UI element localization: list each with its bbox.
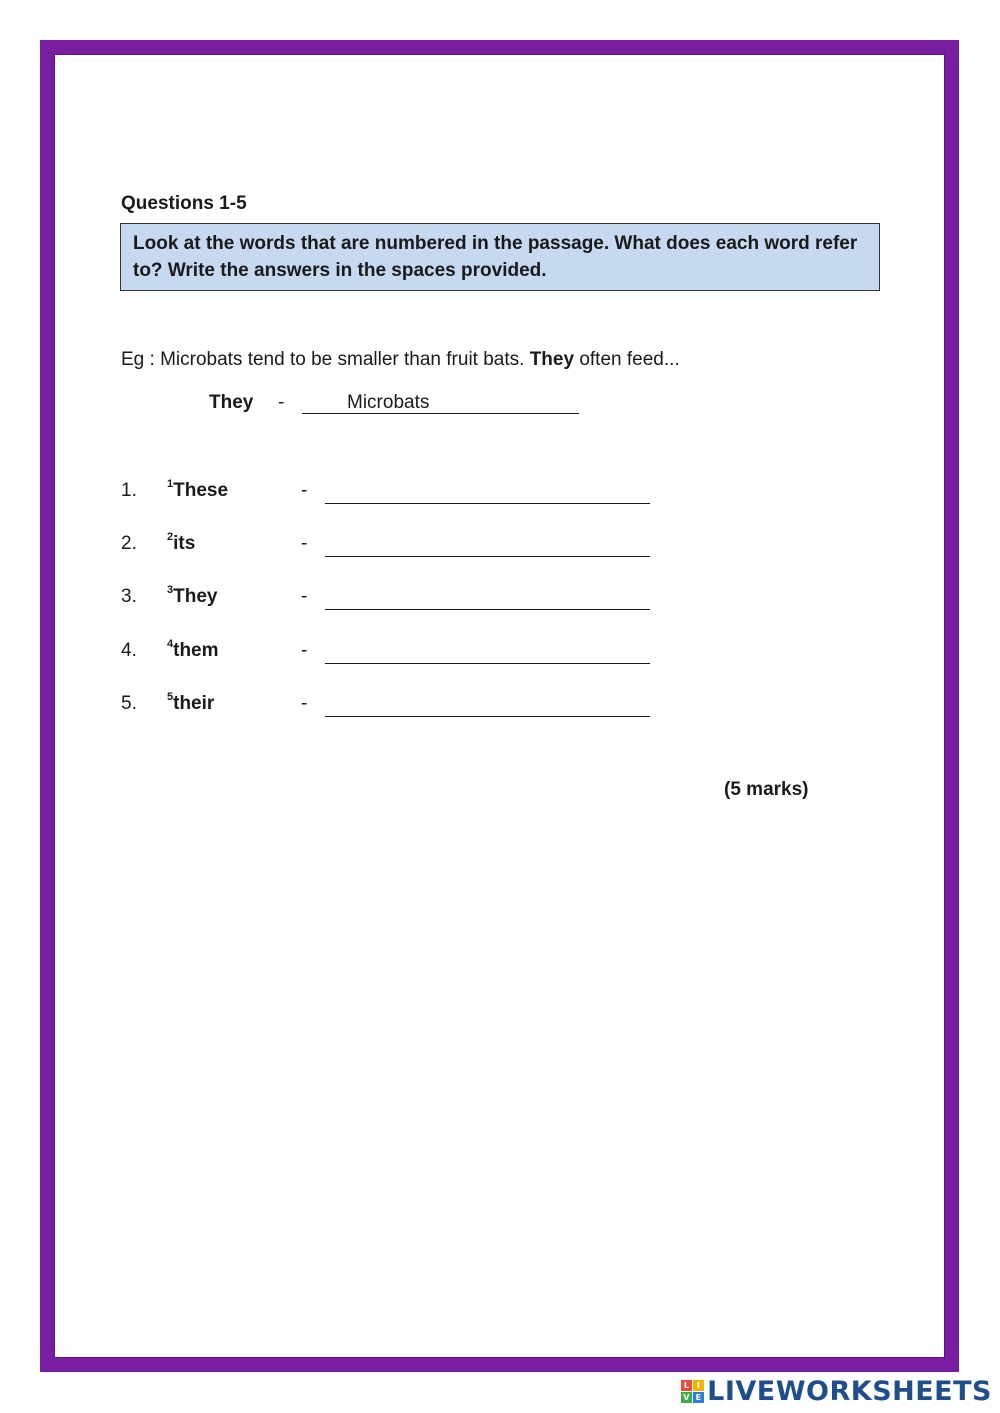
question-number: 1. xyxy=(121,480,137,501)
question-dash: - xyxy=(301,693,308,714)
question-row-2 xyxy=(121,533,681,561)
question-word xyxy=(167,480,228,502)
liveworksheets-logo xyxy=(681,1376,992,1407)
logo-tile-v: V xyxy=(681,1392,692,1403)
question-superscript: 2 xyxy=(167,531,174,543)
questions-heading: Questions 1-5 xyxy=(121,193,247,214)
question-superscript: 3 xyxy=(167,584,174,596)
example-prefix: Eg : Microbats tend to be smaller than fruit bats. xyxy=(121,349,530,370)
question-row-4 xyxy=(121,640,681,668)
question-dash: - xyxy=(301,640,308,661)
answer-input-1[interactable] xyxy=(325,480,650,504)
question-row-1 xyxy=(121,480,681,508)
answer-input-4[interactable] xyxy=(325,640,650,664)
answer-input-5[interactable] xyxy=(325,693,650,717)
question-number: 5. xyxy=(121,693,137,714)
liveworksheets-wordmark: LIVEWORKSHEETS xyxy=(707,1376,992,1407)
question-superscript: 5 xyxy=(167,691,174,703)
liveworksheets-icon xyxy=(681,1380,704,1403)
marks-label: (5 marks) xyxy=(724,779,809,800)
answer-input-2[interactable] xyxy=(325,533,650,557)
question-number: 2. xyxy=(121,533,137,554)
question-word-text: its xyxy=(173,533,196,554)
example-suffix: often feed... xyxy=(574,349,680,370)
question-superscript: 1 xyxy=(167,478,174,490)
question-number: 4. xyxy=(121,640,137,661)
question-word xyxy=(167,586,217,608)
example-answer: Microbats xyxy=(302,392,579,414)
example-word: They xyxy=(209,392,254,413)
question-word-text: them xyxy=(173,640,219,661)
instruction-box: Look at the words that are numbered in the passage. What does each word refer to? Write the answers in the spaces provided. xyxy=(120,223,880,291)
logo-tile-l: L xyxy=(681,1380,692,1391)
question-dash: - xyxy=(301,586,308,607)
question-row-5 xyxy=(121,693,681,721)
question-word xyxy=(167,533,195,555)
question-word xyxy=(167,640,219,662)
question-superscript: 4 xyxy=(167,638,174,650)
example-bold-word: They xyxy=(529,349,575,370)
question-word xyxy=(167,693,214,715)
question-row-3 xyxy=(121,586,681,614)
question-word-text: their xyxy=(173,693,215,714)
logo-tile-e: E xyxy=(693,1392,704,1403)
example-sentence xyxy=(121,349,680,371)
answer-input-3[interactable] xyxy=(325,586,650,610)
question-number: 3. xyxy=(121,586,137,607)
question-word-text: These xyxy=(173,480,229,501)
question-dash: - xyxy=(301,480,308,501)
question-word-text: They xyxy=(173,586,218,607)
example-dash: - xyxy=(278,392,285,413)
question-dash: - xyxy=(301,533,308,554)
logo-tile-i: I xyxy=(693,1380,704,1391)
